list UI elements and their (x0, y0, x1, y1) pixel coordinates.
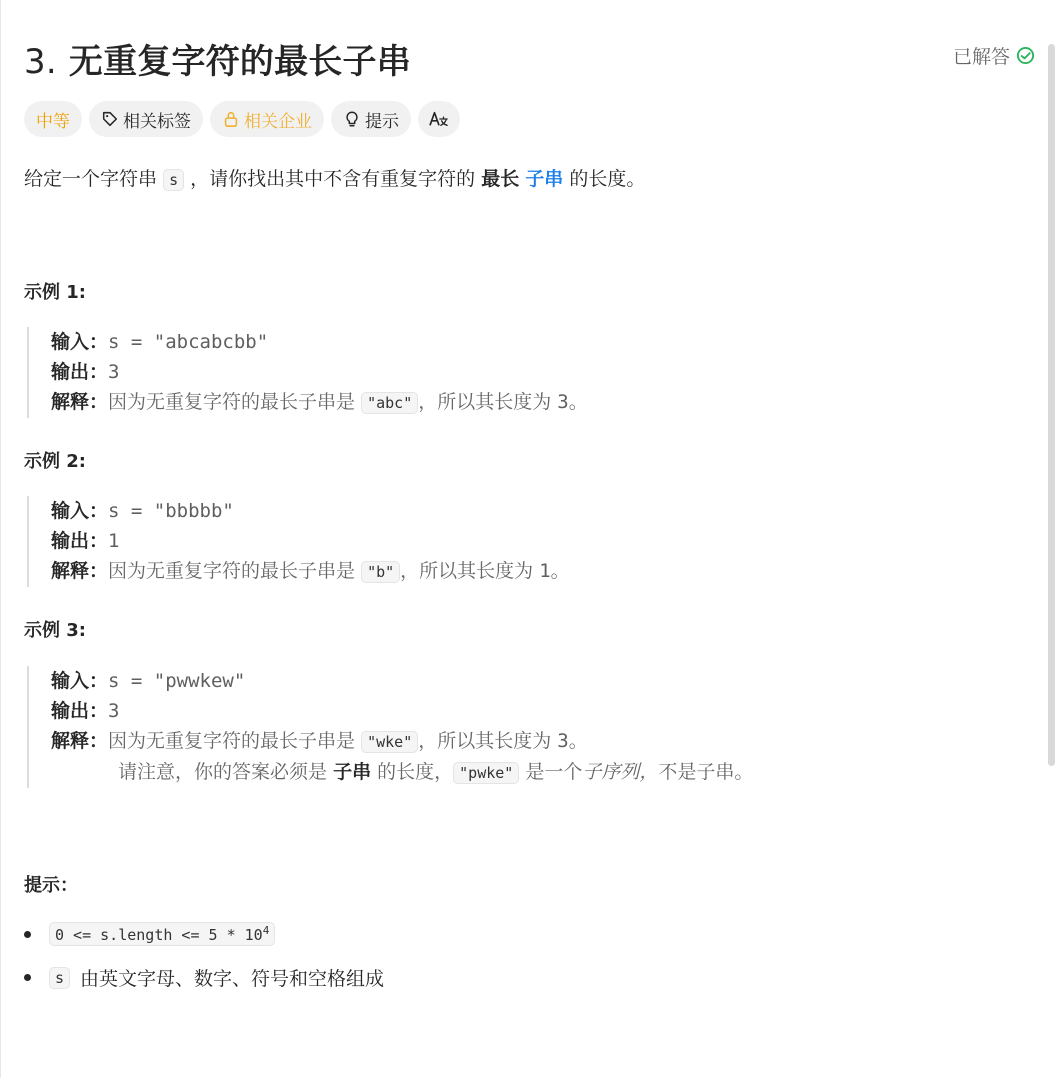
scrollbar-thumb[interactable] (1048, 44, 1055, 766)
constraint-code: s (49, 967, 70, 989)
input-label: 输入： (51, 670, 109, 692)
translate-button[interactable] (418, 101, 460, 137)
constraint-code-text: 0 <= s.length <= 5 * 10 (55, 926, 263, 944)
related-companies-label: 相关企业 (244, 111, 312, 132)
explain-text: 因为无重复字符的最长子串是 (108, 560, 356, 582)
example-input-row (51, 666, 753, 696)
example-1-title: 示例 1: (24, 282, 86, 303)
difficulty-badge (24, 101, 82, 137)
related-companies-button[interactable] (210, 101, 324, 137)
example-3-title: 示例 3: (24, 620, 86, 641)
explain-text-post: ，所以其长度为 (418, 730, 552, 752)
output-value: 3 (108, 700, 120, 722)
note-italic: 子序列， (582, 761, 659, 783)
explain-number: 3。 (557, 730, 588, 752)
example-output-row (51, 357, 588, 387)
desc-text-post: 的长度。 (569, 168, 646, 190)
explain-number: 3。 (557, 391, 588, 413)
check-circle-icon (1016, 46, 1035, 65)
bullet-icon (24, 974, 31, 981)
constraints-list (24, 922, 384, 1009)
output-label: 输出： (51, 361, 109, 383)
output-value: 1 (108, 530, 120, 552)
desc-bold-text: 最长 (481, 168, 520, 190)
example-explain-row (51, 556, 570, 587)
desc-text-pre: 给定一个字符串 (24, 168, 158, 190)
explain-code: "wke" (361, 731, 418, 753)
example-input-row (51, 496, 570, 526)
example-input-row (51, 327, 588, 357)
solved-status (953, 42, 1035, 69)
explain-label: 解释： (51, 560, 109, 582)
constraints-title: 提示： (24, 875, 78, 896)
example-3-block (27, 666, 753, 788)
input-label: 输入： (51, 331, 109, 353)
output-label: 输出： (51, 530, 109, 552)
constraint-item (24, 922, 384, 946)
explain-label: 解释： (51, 730, 109, 752)
note-text: 请注意，你的答案必须是 (118, 761, 328, 783)
note-bold: 子串 (333, 761, 372, 783)
example-2-title: 示例 2: (24, 451, 86, 472)
difficulty-label: 中等 (36, 111, 70, 132)
lightbulb-icon (343, 110, 361, 128)
explain-text-post: ，所以其长度为 (418, 391, 552, 413)
constraint-item (24, 964, 384, 991)
tag-bar (24, 101, 460, 137)
example-output-row (51, 696, 753, 726)
input-value: s = "abcabcbb" (108, 331, 269, 353)
explain-text: 因为无重复字符的最长子串是 (108, 730, 356, 752)
related-topics-label: 相关标签 (123, 111, 191, 132)
translate-icon (428, 110, 450, 128)
example-1-block (27, 327, 588, 418)
output-value: 3 (108, 361, 120, 383)
hint-label: 提示 (365, 111, 399, 132)
problem-description (24, 165, 645, 194)
example-note-row (51, 757, 753, 788)
note-text-mid: 的长度， (377, 761, 454, 783)
bullet-icon (24, 931, 31, 938)
problem-title-text: 无重复字符的最长子串 (68, 42, 411, 82)
desc-var-code: s (163, 169, 184, 191)
problem-number: 3. (24, 42, 57, 82)
related-topics-button[interactable] (89, 101, 203, 137)
solved-label: 已解答 (952, 46, 1010, 68)
note-text-post: 是一个 (525, 761, 583, 783)
output-label: 输出： (51, 700, 109, 722)
explain-text-post: ，所以其长度为 (400, 560, 534, 582)
substring-link[interactable]: 子串 (525, 168, 564, 190)
problem-title (24, 34, 411, 83)
example-explain-row (51, 387, 588, 418)
constraint-text: 由英文字母、数字、符号和空格组成 (80, 968, 385, 990)
note-text-end: 不是子串。 (658, 761, 754, 783)
note-code: "pwke" (453, 762, 519, 784)
scrollbar[interactable] (1047, 0, 1057, 1078)
explain-text: 因为无重复字符的最长子串是 (108, 391, 356, 413)
explain-code: "b" (361, 561, 400, 583)
tag-icon (101, 110, 119, 128)
example-explain-row (51, 726, 753, 757)
explain-number: 1。 (539, 560, 570, 582)
input-value: s = "pwwkew" (108, 670, 246, 692)
example-output-row (51, 526, 570, 556)
hint-button[interactable] (331, 101, 411, 137)
explain-label: 解释： (51, 391, 109, 413)
example-2-block (27, 496, 570, 587)
lock-icon (222, 110, 240, 128)
input-value: s = "bbbbb" (108, 500, 234, 522)
input-label: 输入： (51, 500, 109, 522)
explain-code: "abc" (361, 392, 418, 414)
constraint-code (49, 922, 275, 946)
constraint-exponent: 4 (262, 924, 270, 937)
desc-text-mid: ，请你找出其中不含有重复字符的 (190, 168, 476, 190)
